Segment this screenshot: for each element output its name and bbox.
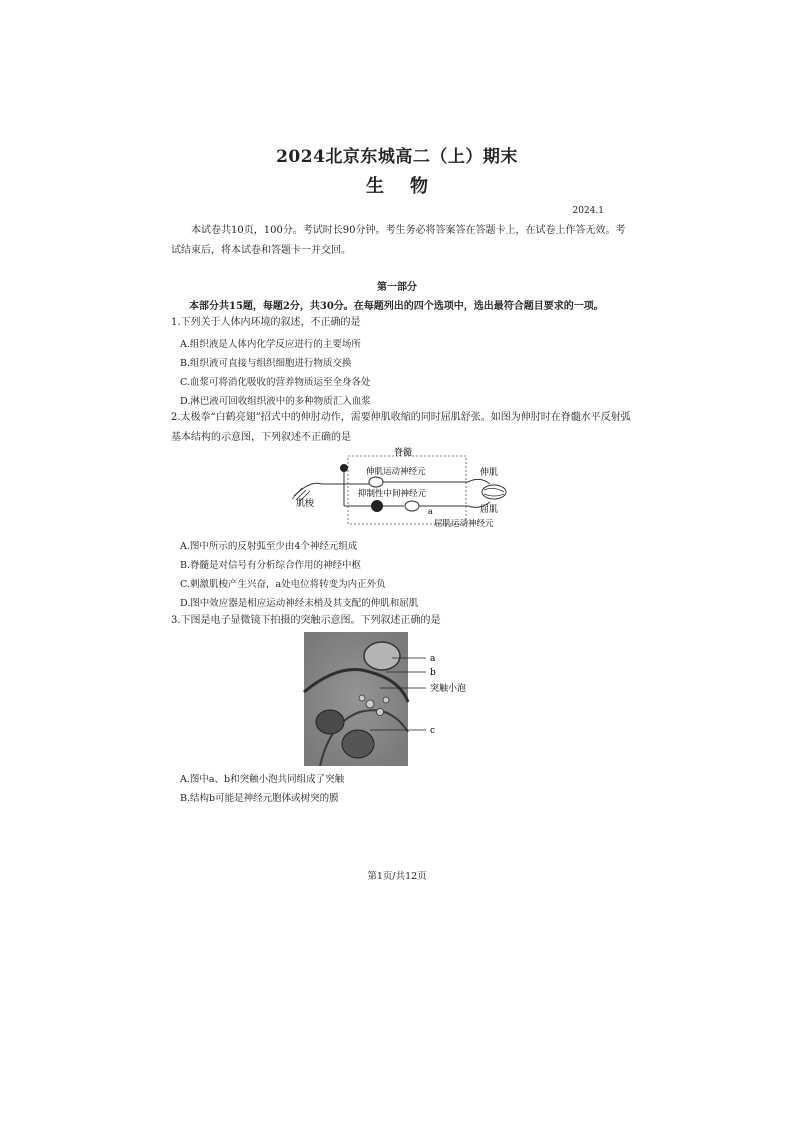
exam-instructions: 本试卷共10页，100分。考试时长90分钟。考生务必将答案答在答题卡上，在试卷上作答无效。考试结束后，将本试卷和答题卡一并交回。 <box>171 225 626 256</box>
q1-option-a: A.组织液是人体内化学反应进行的主要场所 <box>180 339 361 350</box>
label-flexor-motor-neuron: 屈肌运动神经元 <box>434 519 494 529</box>
label-extensor: 伸肌 <box>480 468 499 478</box>
q1-option-b: B.组织液可直接与组织细胞进行物质交换 <box>180 358 352 369</box>
label-synaptic-vesicle: 突触小泡 <box>430 684 467 694</box>
q2-option-c: C.刺激肌梭产生兴奋，a处电位将转变为内正外负 <box>180 579 386 590</box>
label-spinal-cord: 脊髓 <box>394 448 413 458</box>
reflex-arc-diagram <box>280 444 520 532</box>
label-inhibitory-interneuron: 抑制性中间神经元 <box>358 489 427 499</box>
inhibitory-interneuron-body <box>371 500 383 512</box>
synapse-micrograph <box>300 632 480 766</box>
question-1-stem: 1.下列关于人体内环境的叙述，不正确的是 <box>171 317 361 328</box>
label-c: c <box>430 726 436 736</box>
question-2-stem: 2.太极拳“白鹤亮翅”招式中的伸肘动作，需要伸肌收缩的同时屈肌舒张。如图为伸肘时在脊髓水平反射弧基本结构的示意图，下列叙述不正确的是 <box>171 412 631 443</box>
sensory-neuron-body <box>340 464 348 472</box>
muscle-shape <box>482 485 506 499</box>
q2-option-a: A.图中所示的反射弧至少由4个神经元组成 <box>180 541 358 552</box>
part-description: 本部分共15题，每题2分，共30分。在每题列出的四个选项中，选出最符合题目要求的一项。 <box>189 301 604 312</box>
label-extensor-motor-neuron: 伸肌运动神经元 <box>366 467 426 477</box>
question-3-stem: 3.下图是电子显微镜下拍摄的突触示意图。下列叙述正确的是 <box>171 615 441 626</box>
exam-date: 2024.1 <box>572 206 604 216</box>
q1-option-d: D.淋巴液可回收组织液中的多种物质汇入血浆 <box>180 396 371 407</box>
extensor-motor-neuron-body <box>369 477 383 487</box>
label-a: a <box>428 507 433 516</box>
q3-option-b: B.结构b可能是神经元胞体或树突的膜 <box>180 793 339 804</box>
q2-option-d: D.图中效应器是相应运动神经末梢及其支配的伸肌和屈肌 <box>180 598 419 609</box>
q3-option-a: A.图中a、b和突触小泡共同组成了突触 <box>180 774 345 785</box>
q1-option-c: C.血浆可将消化吸收的营养物质运至全身各处 <box>180 377 371 388</box>
part-title: 第一部分 <box>377 282 417 293</box>
q2-option-b: B.脊髓是对信号有分析综合作用的神经中枢 <box>180 560 362 571</box>
flexor-motor-neuron-body <box>405 501 419 511</box>
exam-title: 2024北京东城高二（上）期末 <box>276 147 518 167</box>
label-muscle-spindle: 肌梭 <box>296 499 315 509</box>
label-a: a <box>430 654 436 664</box>
label-b: b <box>430 668 436 678</box>
page-number: 第1页/共12页 <box>367 871 427 882</box>
label-flexor: 屈肌 <box>480 505 499 515</box>
exam-subject: 生物 <box>366 176 454 197</box>
